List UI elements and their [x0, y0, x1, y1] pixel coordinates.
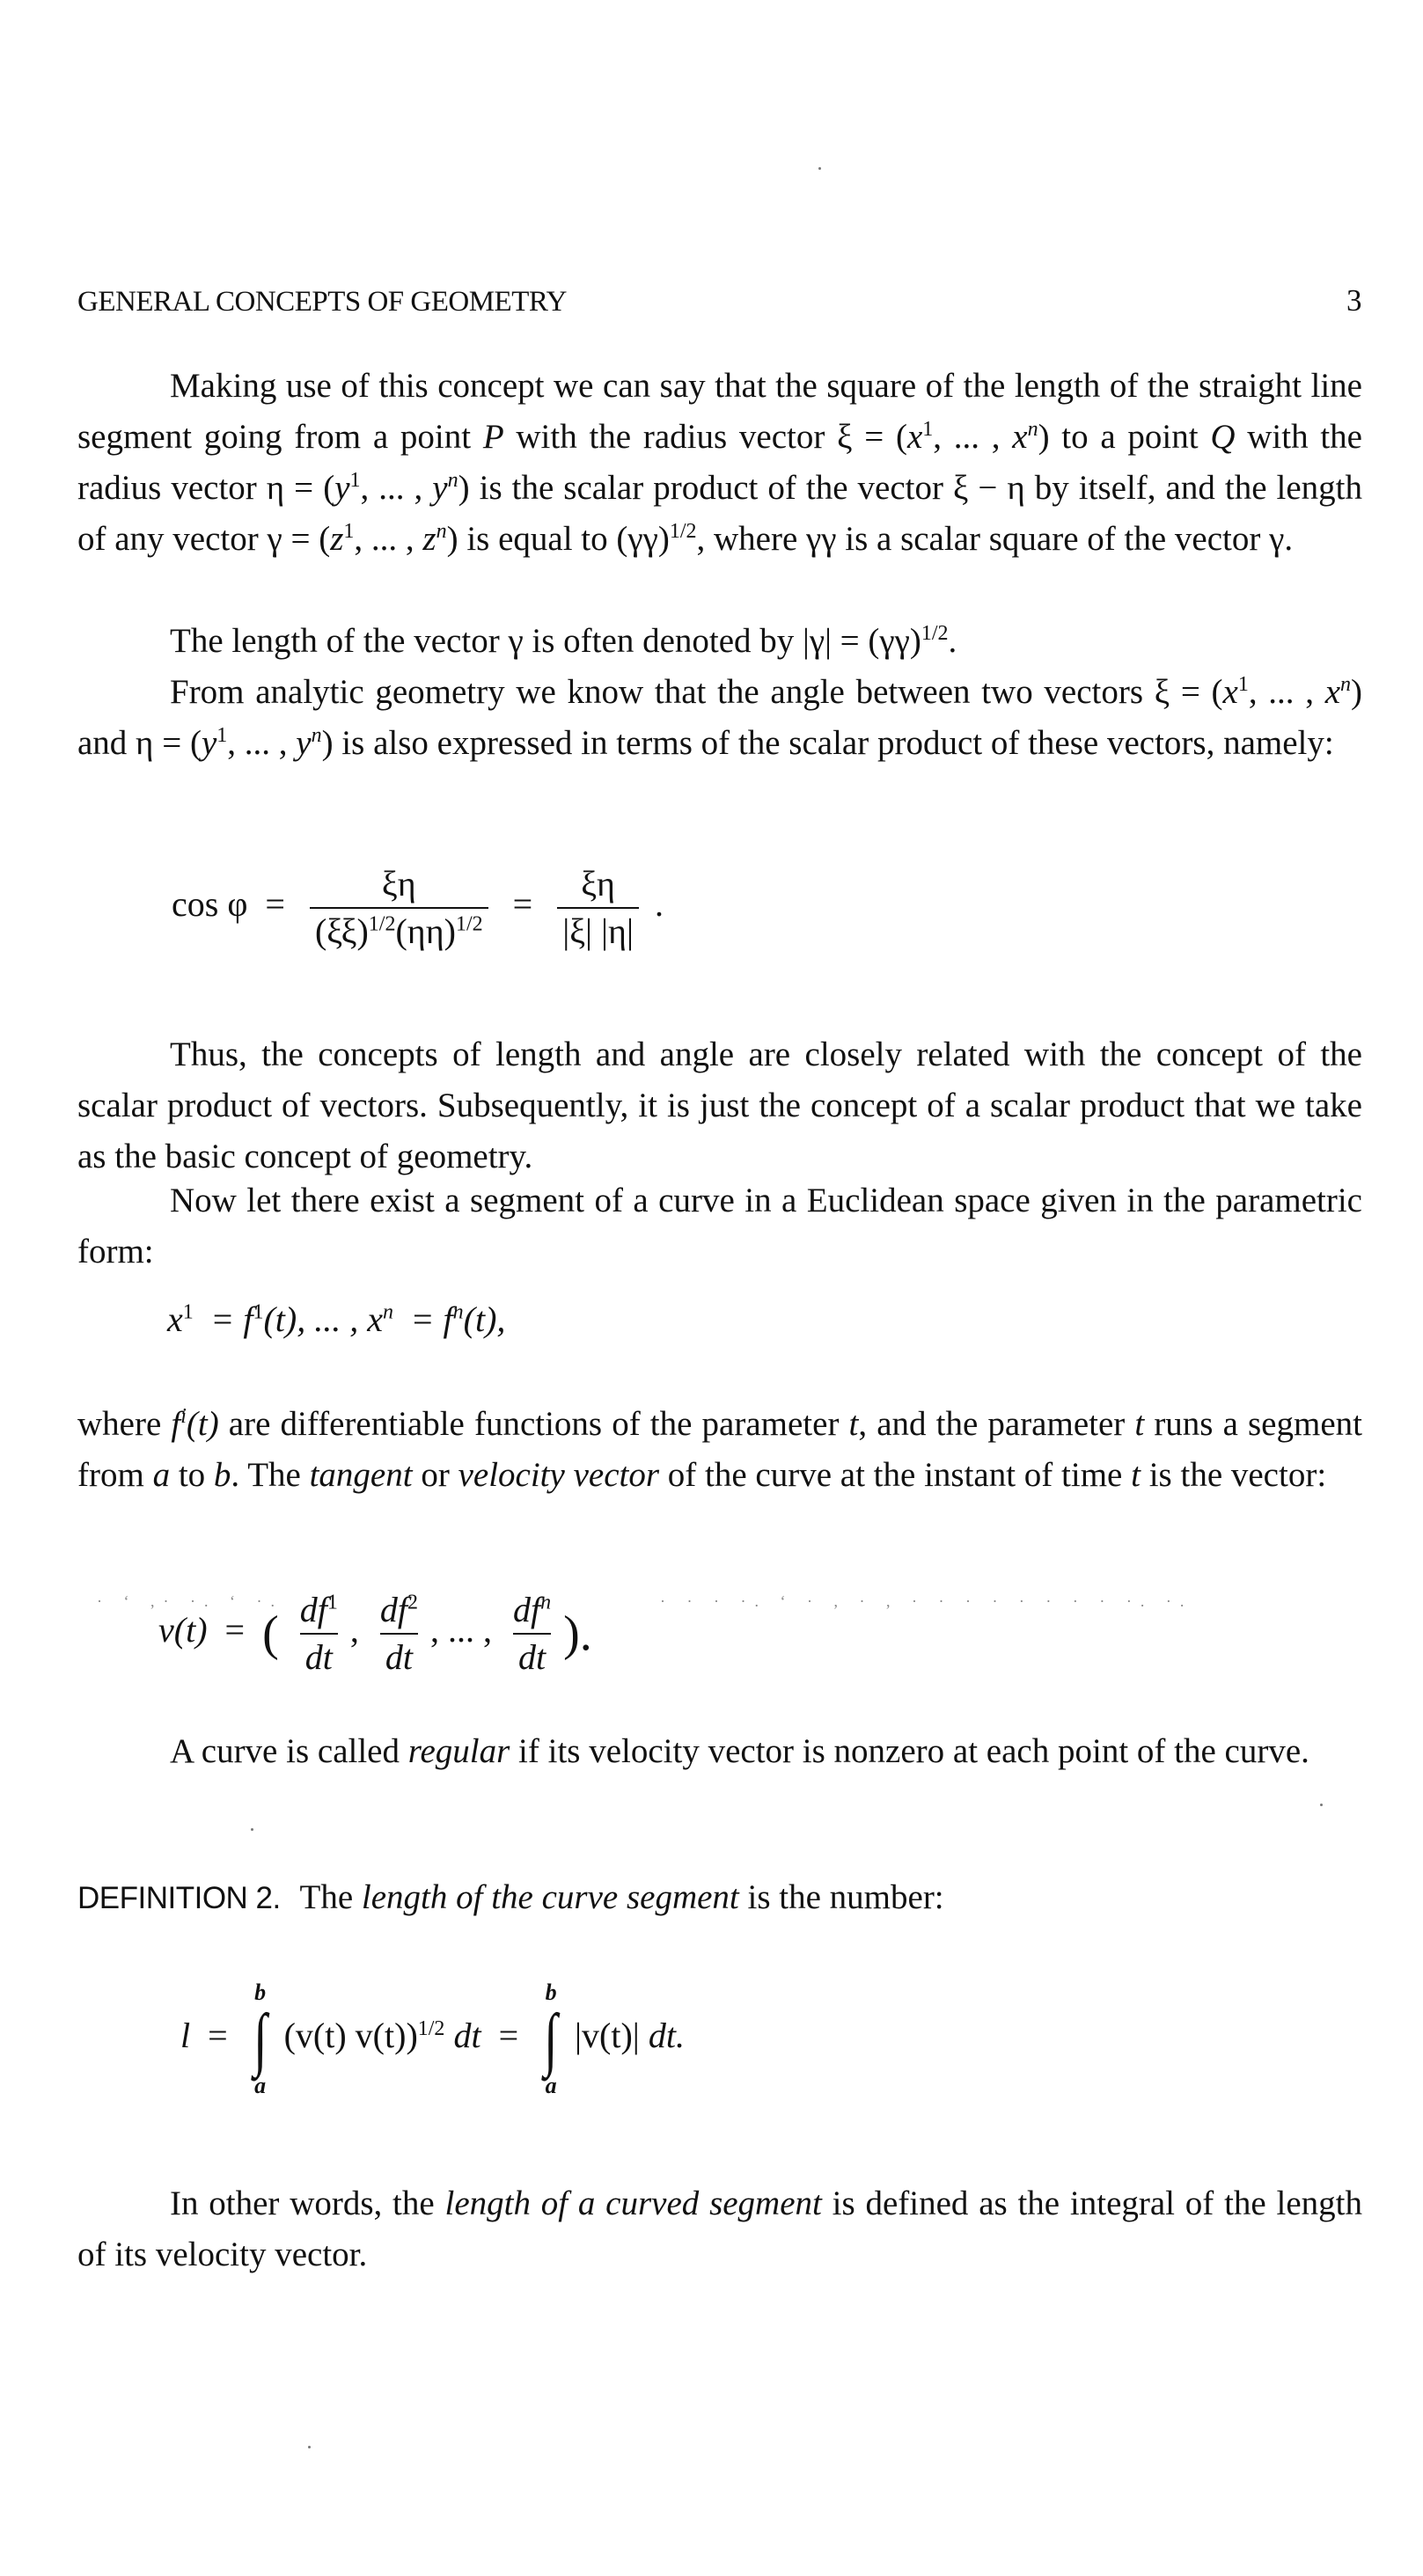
definition-label: DEFINITION 2. — [77, 1881, 281, 1915]
paragraph-scalar-length: Making use of this concept we can say that the square of the length of the straight line segment going from a point P with the radius vector $\xi = (x^1$, ... , $x^n$) to a point Q with the radius vector $\eta = (y^1$, ... , $y^n$) is the scalar product of the vector ξ − η by itself, and the length of any vector $\gamma = (z^1$, ... , $z^n$) is equal to $(\gamma\gamma)^{1/2}$, where γγ is a scalar square of the vector γ. — [77, 367, 1363, 558]
paragraph-angle: From analytic geometry we know that the angle between two vectors $\xi = (x^1$, ... , $x^n$) and $\eta = (y^1$, ... , $y^n$) is also expressed in terms of the scalar product of these vectors, namely: — [77, 673, 1362, 762]
paragraph-parametric-intro: Now let there exist a segment of a curve in a Euclidean space given in the parametric form: — [77, 1182, 1362, 1270]
integral-sign: b ∫ a — [253, 1980, 268, 2098]
equation-length-integral: l = b ∫ a (v(t) v(t))$^{1/2}$ dt = b ∫ a |v(t)| dt. — [180, 1980, 685, 2098]
definition-2: DEFINITION 2. The length of the curve segment is the number: — [77, 1878, 944, 1916]
scan-speck — [251, 1828, 253, 1831]
equation-parametric: $x^1 = f^1(t)$, ... , $x^n = f^n(t)$, — [167, 1299, 506, 1339]
fraction-df1-dt: $\frac{df^1}{dt}$ — [299, 1590, 338, 1677]
scan-speck — [1320, 1804, 1323, 1806]
paragraph-length-integral: In other words, the length of a curved segment is defined as the integral of the length of its velocity vector. — [77, 2184, 1362, 2273]
paragraph-regular-curve: A curve is called regular if its velocity vector is nonzero at each point of the curve. — [170, 1732, 1309, 1770]
equation-velocity: v(t) = ( $\frac{df^1}{dt}$ , $\frac{df^2}{dt}$ , ... , $\frac{df^n}{dt}$ ). — [158, 1590, 592, 1677]
scan-speck — [818, 167, 821, 170]
fraction-scalar-over-roots: $\frac{\xi\eta}{(\xi\xi)^{1/2}(\eta\eta)^{1/2}}$ — [310, 867, 488, 949]
paragraph-length-notation: The length of the vector γ is often denoted by $|\gamma| = (\gamma\gamma)^{1/2}$. — [170, 622, 957, 660]
integral-sign: b ∫ a — [544, 1980, 558, 2098]
fraction-df2-dt: $\frac{df^2}{dt}$ — [379, 1590, 418, 1677]
scan-noise: · ‘ ,· ·. ‘ ·. — [97, 1592, 283, 1610]
running-title: GENERAL CONCEPTS OF GEOMETRY — [77, 286, 567, 318]
equation-cosine: cos φ = $\frac{\xi\eta}{(\xi\xi)^{1/2}(\eta\eta)^{1/2}}$ = $\frac{\xi\eta}{|\xi| |\eta|}$ . — [172, 864, 664, 951]
running-head — [77, 283, 1361, 318]
scan-speck — [308, 2446, 311, 2448]
paragraph-scalar-basis: Thus, the concepts of length and angle are closely related with the concept of the scalar product of vectors. Subsequently, it is just the concept of a scalar product that we take as the basic concept of geometry. — [77, 1036, 1362, 1175]
fraction-dfn-dt: $\frac{df^n}{dt}$ — [512, 1590, 552, 1677]
fraction-scalar-over-norms: $\frac{\xi\eta}{|\xi| |\eta|}$ — [557, 867, 639, 949]
page-number: 3 — [1346, 283, 1361, 318]
scan-noise: · · · ·. ‘ · , · , · · · · · · · · ·. ·. — [660, 1592, 1193, 1610]
paragraph-tangent-definition: where $f^i(t)$ are differentiable functions of the parameter t, and the parameter t runs a segment from a to b. The tangent or velocity vector of the curve at the instant of time t is the vector: — [77, 1405, 1362, 1494]
